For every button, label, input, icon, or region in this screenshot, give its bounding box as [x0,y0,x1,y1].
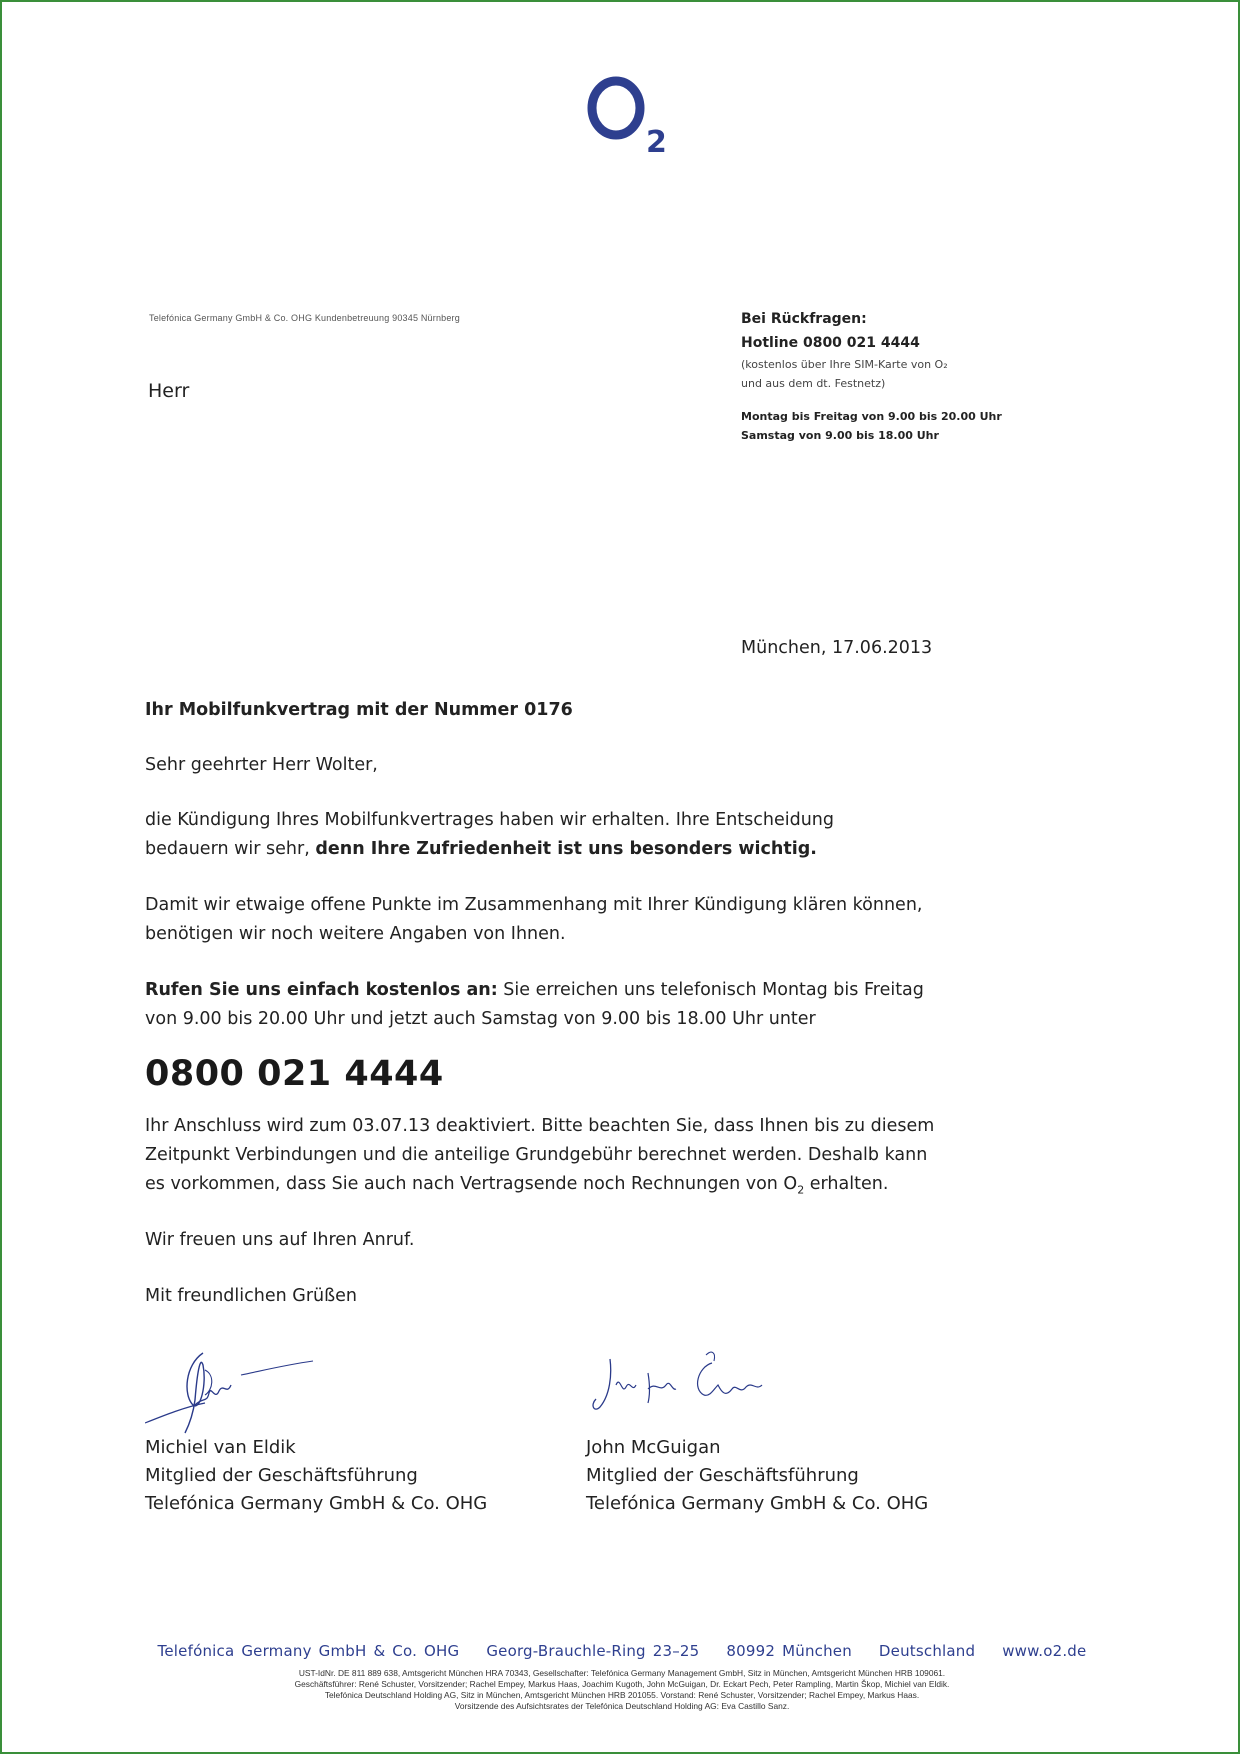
signature-2-handwriting [586,1345,776,1425]
contact-hours-saturday: Samstag von 9.00 bis 18.00 Uhr [741,429,939,442]
logo-subscript: 2 [646,125,667,158]
paragraph-3 [145,976,1005,1034]
letter-body [145,696,1005,1311]
p4-line3-sub: 2 [797,1183,805,1197]
p3-line2: von 9.00 bis 20.00 Uhr und jetzt auch Samstag von 9.00 bis 18.00 Uhr unter [145,1009,816,1029]
contact-box [741,311,1061,445]
letter-closing: Mit freundlichen Grüßen [145,1286,357,1306]
sender-return-address: Telefónica Germany GmbH & Co. OHG Kundenbetreuung 90345 Nürnberg [149,313,460,323]
contact-hours [741,407,1061,445]
footer-legal-line1: UST-IdNr. DE 811 889 638, Amtsgericht München HRA 70343, Gesellschafter: Telefónica Germany Management GmbH, Sitz in München, Amtsgericht München HRB 109061. [298,1668,946,1678]
hotline-number-large: 0800 021 4444 [145,1054,444,1094]
signatory-1-name: Michiel van Eldik [145,1437,296,1458]
footer-website-link[interactable]: www.o2.de [1002,1642,1087,1660]
contact-note-line2: und aus dem dt. Festnetz) [741,377,886,390]
p3-line1-rest: Sie erreichen uns telefonisch Montag bis Freitag [497,980,924,1000]
paragraph-4 [145,1112,1005,1199]
o2-logo [582,68,682,158]
signatory-2-name: John McGuigan [586,1437,721,1458]
footer-legal-text [2,1668,1240,1712]
p2-line1: Damit wir etwaige offene Punkte im Zusammenhang mit Ihrer Kündigung klären können, [145,895,923,915]
signatory-2-text [586,1434,928,1518]
signatures [145,1350,1025,1520]
contact-note-line1: (kostenlos über Ihre SIM-Karte von O₂ [741,358,948,371]
footer-legal-line2: Geschäftsführer: René Schuster, Vorsitzender; Rachel Empey, Markus Haas, Joachim Kugoth, John McGuigan, Dr. Eckart Pech, Peter Rampling, Martin Škop, Michiel van Eldik. [294,1679,950,1689]
footer-company: Telefónica Germany GmbH & Co. OHG [157,1642,460,1660]
signatory-2-role: Mitglied der Geschäftsführung [586,1465,859,1486]
signature-1-handwriting [145,1345,325,1435]
p2-line2: benötigen wir noch weitere Angaben von Ihnen. [145,924,566,944]
footer-address-line [2,1642,1240,1660]
letter-subject: Ihr Mobilfunkvertrag mit der Nummer 0176 [145,700,573,720]
letter-greeting: Sehr geehrter Herr Wolter, [145,755,378,775]
letter-date: München, 17.06.2013 [741,638,933,658]
p1-line2-normal: bedauern wir sehr, [145,839,316,859]
footer-legal-line4: Vorsitzende des Aufsichtsrates der Telefónica Deutschland Holding AG: Eva Castillo Sanz. [454,1701,790,1711]
signatory-1-company: Telefónica Germany GmbH & Co. OHG [145,1493,488,1514]
signatory-2-company: Telefónica Germany GmbH & Co. OHG [586,1493,929,1514]
paragraph-5: Wir freuen uns auf Ihren Anruf. [145,1230,415,1250]
p4-line3-a: es vorkommen, dass Sie auch nach Vertragsende noch Rechnungen von O [145,1174,798,1194]
p1-line2 [145,835,1005,864]
footer-country: Deutschland [878,1642,976,1660]
p1-line1: die Kündigung Ihres Mobilfunkvertrages haben wir erhalten. Ihre Entscheidung [145,810,835,830]
footer-street: Georg-Brauchle-Ring 23–25 [486,1642,700,1660]
paragraph-1 [145,806,1005,864]
p4-line2: Zeitpunkt Verbindungen und die anteilige Grundgebühr berechnet werden. Deshalb kann [145,1145,928,1165]
p1-line2-bold: denn Ihre Zufriedenheit ist uns besonders wichtig. [315,839,817,859]
paragraph-2 [145,891,1005,949]
contact-hours-weekday: Montag bis Freitag von 9.00 bis 20.00 Uhr [741,410,1002,423]
footer-city: 80992 München [726,1642,852,1660]
p3-bold: Rufen Sie uns einfach kostenlos an: [145,980,498,1000]
p3-line1 [145,976,1005,1005]
p4-line1: Ihr Anschluss wird zum 03.07.13 deaktiviert. Bitte beachten Sie, dass Ihnen bis zu diesem [145,1116,935,1136]
contact-hotline: Hotline 0800 021 4444 [741,335,920,351]
recipient-title: Herr [148,380,190,402]
letter-footer [2,1642,1240,1712]
signatory-1-text [145,1434,487,1518]
p4-line3-b: erhalten. [804,1174,889,1194]
signatory-1-role: Mitglied der Geschäftsführung [145,1465,418,1486]
contact-heading: Bei Rückfragen: [741,311,867,327]
p4-line3 [145,1170,1005,1199]
footer-legal-line3: Telefónica Deutschland Holding AG, Sitz in München, Amtsgericht München HRB 201055. Vorstand: René Schuster, Vorsitzender; Rachel Empey, Markus Haas. [324,1690,920,1700]
